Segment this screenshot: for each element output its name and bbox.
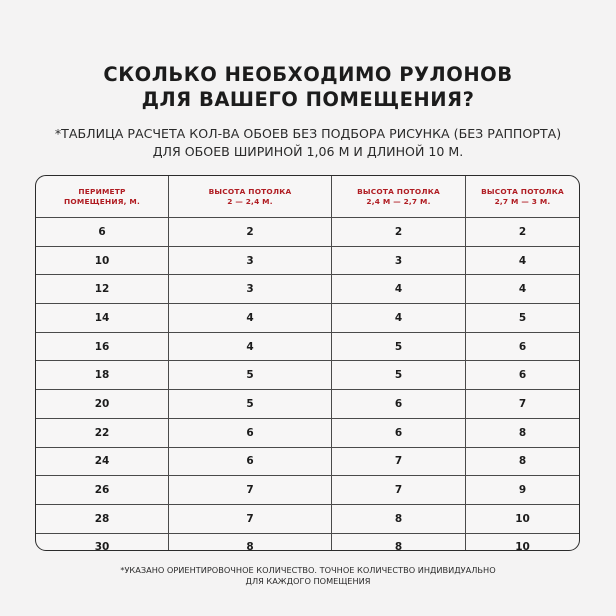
header-height-2-line-1: ВЫСОТА ПОТОЛКА [357, 187, 440, 196]
cell-height-2: 8 [331, 534, 465, 551]
cell-height-3: 9 [465, 476, 579, 504]
table-row [36, 217, 579, 246]
cell-height-1: 5 [168, 390, 331, 418]
header-height-2 [331, 176, 465, 217]
subtitle [0, 125, 616, 161]
footnote-line-2: ДЛЯ КАЖДОГО ПОМЕЩЕНИЯ [245, 576, 371, 586]
cell-height-1: 6 [168, 448, 331, 476]
table-row [36, 418, 579, 447]
cell-height-3: 2 [465, 218, 579, 246]
cell-height-3: 5 [465, 304, 579, 332]
header-height-3 [465, 176, 579, 217]
header-perimeter [36, 176, 168, 217]
table-row [36, 303, 579, 332]
cell-perimeter: 22 [94, 426, 110, 439]
header-height-2-line-2: 2,4 М — 2,7 М. [366, 196, 431, 206]
header-height-1-line-2: 2 — 2,4 М. [227, 196, 273, 206]
cell-height-1: 7 [168, 505, 331, 533]
cell-height-2: 7 [331, 448, 465, 476]
title-line-2: ДЛЯ ВАШЕГО ПОМЕЩЕНИЯ? [141, 88, 475, 111]
header-height-3-line-1: ВЫСОТА ПОТОЛКА [481, 187, 564, 196]
cell-perimeter: 14 [94, 311, 110, 324]
cell-height-1: 3 [168, 247, 331, 275]
title-line-1: СКОЛЬКО НЕОБХОДИМО РУЛОНОВ [103, 63, 513, 86]
cell-perimeter: 28 [94, 512, 110, 525]
subtitle-line-1: *ТАБЛИЦА РАСЧЕТА КОЛ-ВА ОБОЕВ БЕЗ ПОДБОРА РИСУНКА (БЕЗ РАППОРТА) [54, 126, 562, 141]
cell-perimeter: 26 [94, 484, 110, 497]
table-row [36, 389, 579, 418]
table-header-row [36, 176, 579, 217]
cell-perimeter: 6 [98, 225, 106, 238]
cell-height-1: 4 [168, 304, 331, 332]
cell-perimeter: 12 [94, 283, 110, 296]
header-height-3-line-2: 2,7 М — 3 М. [494, 196, 551, 206]
cell-height-1: 5 [168, 361, 331, 389]
cell-height-1: 3 [168, 275, 331, 303]
cell-height-3: 7 [465, 390, 579, 418]
table-row [36, 274, 579, 303]
cell-height-1: 4 [168, 333, 331, 361]
cell-height-2: 5 [331, 361, 465, 389]
cell-height-2: 4 [331, 304, 465, 332]
page-title [0, 62, 616, 112]
table-row [36, 475, 579, 504]
cell-height-3: 10 [465, 505, 579, 533]
cell-height-2: 6 [331, 390, 465, 418]
subtitle-line-2: ДЛЯ ОБОЕВ ШИРИНОЙ 1,06 М И ДЛИНОЙ 10 М. [152, 144, 464, 159]
header-height-1 [168, 176, 331, 217]
cell-height-3: 8 [465, 448, 579, 476]
cell-perimeter: 10 [94, 254, 110, 267]
cell-height-1: 7 [168, 476, 331, 504]
cell-height-2: 4 [331, 275, 465, 303]
cell-height-2: 3 [331, 247, 465, 275]
cell-height-3: 6 [465, 333, 579, 361]
table-row [36, 246, 579, 275]
footnote [0, 565, 616, 587]
header-height-1-line-1: ВЫСОТА ПОТОЛКА [208, 187, 292, 196]
header-perimeter-line-1: ПЕРИМЕТР [78, 187, 126, 196]
table-row [36, 332, 579, 361]
cell-height-2: 8 [331, 505, 465, 533]
cell-height-1: 6 [168, 419, 331, 447]
cell-perimeter: 20 [94, 397, 110, 410]
table-row [36, 504, 579, 533]
table-row [36, 447, 579, 476]
footnote-line-1: *УКАЗАНО ОРИЕНТИРОВОЧНОЕ КОЛИЧЕСТВО. ТОЧНОЕ КОЛИЧЕСТВО ИНДИВИДУАЛЬНО [120, 565, 496, 575]
cell-height-3: 10 [465, 534, 579, 551]
cell-perimeter: 24 [94, 455, 110, 468]
cell-height-3: 8 [465, 419, 579, 447]
cell-perimeter: 18 [94, 369, 110, 382]
rolls-table [35, 175, 580, 551]
cell-height-2: 6 [331, 419, 465, 447]
cell-height-2: 7 [331, 476, 465, 504]
cell-height-3: 6 [465, 361, 579, 389]
cell-height-1: 8 [168, 534, 331, 551]
cell-perimeter: 30 [94, 541, 110, 551]
cell-perimeter: 16 [94, 340, 110, 353]
cell-height-3: 4 [465, 275, 579, 303]
cell-height-3: 4 [465, 247, 579, 275]
table-row [36, 533, 579, 551]
cell-height-1: 2 [168, 218, 331, 246]
cell-height-2: 2 [331, 218, 465, 246]
table-row [36, 360, 579, 389]
cell-height-2: 5 [331, 333, 465, 361]
header-perimeter-line-2: ПОМЕЩЕНИЯ, М. [64, 196, 140, 206]
